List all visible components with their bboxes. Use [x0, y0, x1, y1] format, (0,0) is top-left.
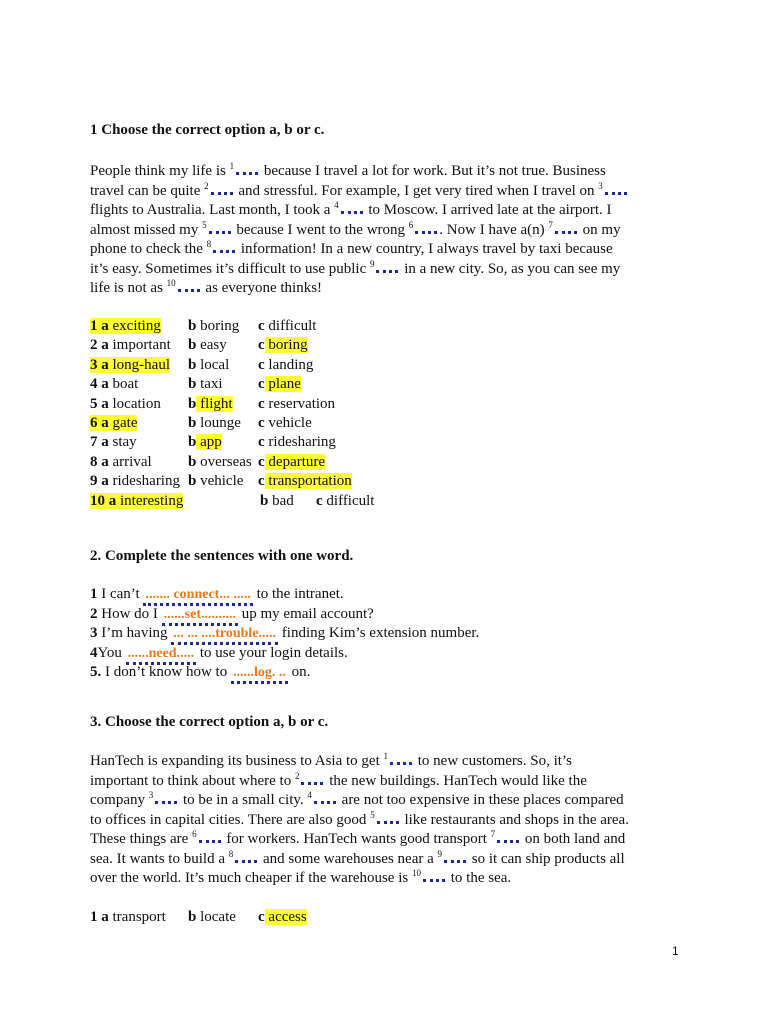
passage-text: it’s easy. Sometimes it’s difficult to use public — [90, 260, 370, 277]
filled-answer[interactable]: ... ... ....trouble..... — [171, 626, 278, 645]
option-c — [258, 375, 301, 394]
sentence-number: 4 — [90, 644, 98, 661]
sentence-text: I don’t know how to — [101, 664, 231, 680]
option-c — [258, 908, 307, 927]
option-b-text: local — [196, 356, 230, 373]
sentence-line — [90, 645, 348, 665]
filled-answer[interactable]: ......set.......... — [162, 607, 238, 626]
answer-blank[interactable] — [377, 811, 399, 824]
answer-blank[interactable] — [444, 850, 466, 863]
sentence-text: to use your login details. — [196, 644, 348, 661]
blank-number: 7 — [490, 829, 496, 839]
passage-text: as everyone thinks! — [201, 280, 323, 296]
blank-number: 8 — [228, 848, 234, 859]
sentence-text: to the intranet. — [252, 586, 344, 602]
passage-text: company — [90, 792, 149, 808]
option-b-letter: b — [188, 395, 197, 412]
option-a-wrap — [90, 337, 171, 353]
option-b-text: bad — [268, 492, 294, 509]
blank-number: 5 — [202, 219, 207, 230]
blank-number: 2 — [204, 180, 209, 191]
option-a — [90, 453, 152, 472]
answer-blank[interactable] — [209, 221, 231, 234]
option-b-text: lounge — [196, 415, 241, 431]
option-b-letter: b — [188, 318, 197, 334]
option-a-text: location — [108, 395, 161, 412]
answer-blank[interactable] — [178, 279, 200, 292]
page-number: 1 — [672, 944, 679, 958]
passage-text: information! In a new country, I always travel by taxi because — [237, 241, 613, 257]
passage-text: important to think about where to — [90, 772, 295, 789]
answer-blank[interactable] — [155, 791, 177, 804]
answer-blank[interactable] — [199, 830, 221, 843]
blank-number: 1 — [229, 161, 235, 171]
sentence-text: up my email account? — [238, 605, 374, 622]
option-b-letter: b — [188, 356, 197, 373]
option-b-letter: b — [188, 473, 197, 490]
option-a-wrap — [90, 909, 166, 925]
answer-blank[interactable] — [314, 791, 336, 804]
filled-answer[interactable]: ....... connect... ..... — [143, 587, 252, 606]
option-a-wrap — [90, 434, 137, 450]
passage-text: and stressful. For example, I get very tired when I travel on — [234, 182, 599, 199]
question-number: 1 a — [90, 318, 109, 334]
question-number: 5 a — [90, 395, 109, 412]
answer-blank[interactable] — [423, 869, 445, 882]
option-b — [188, 336, 227, 355]
option-a-text: transport — [108, 909, 166, 925]
blank-number: 6 — [192, 829, 197, 839]
option-c-letter: c — [258, 337, 265, 354]
sentence-number: 3 — [90, 625, 98, 641]
option-b-letter: b — [188, 337, 197, 354]
option-c — [258, 336, 308, 355]
option-a — [90, 492, 183, 511]
option-a-text: exciting — [108, 318, 161, 334]
option-a — [90, 317, 161, 336]
answer-blank[interactable] — [341, 201, 363, 214]
option-a — [90, 414, 137, 433]
option-c-letter: c — [258, 395, 265, 412]
blank-number: 9 — [437, 848, 442, 859]
option-c — [258, 317, 316, 336]
option-c-text: reservation — [264, 395, 336, 412]
option-a — [90, 433, 137, 452]
sentence-number: 2 — [90, 605, 98, 622]
option-b — [188, 908, 236, 927]
option-b-letter: b — [188, 415, 197, 431]
passage-text: to the sea. — [446, 870, 512, 886]
blank-number: 8 — [206, 239, 212, 249]
option-a-text: important — [108, 337, 171, 354]
option-c-text: difficult — [264, 318, 317, 334]
answer-blank[interactable] — [213, 240, 235, 253]
option-c-letter: c — [258, 473, 265, 490]
option-c-text: ridesharing — [264, 434, 336, 451]
blank-number: 4 — [334, 200, 339, 210]
question-number: 10 a — [90, 492, 117, 509]
option-c — [258, 414, 312, 433]
option-a-wrap — [90, 473, 180, 489]
passage-line — [90, 791, 624, 809]
sentence-number: 1 — [90, 586, 98, 602]
passage-line — [90, 869, 511, 887]
option-c — [258, 395, 335, 414]
option-c-letter: c — [258, 415, 265, 431]
option-c — [258, 453, 325, 472]
sentence-text: You — [97, 644, 126, 661]
option-a — [90, 336, 171, 355]
passage-text: on both land and — [521, 831, 626, 847]
passage-text: because I travel a lot for work. But it’s not true. Business — [260, 163, 606, 179]
passage-text: . Now I have a(n) — [439, 221, 549, 238]
passage-line — [90, 162, 606, 180]
option-c-text: access — [264, 909, 307, 925]
passage-text: life is not as — [90, 280, 167, 296]
sentence-line — [90, 664, 310, 684]
passage-text: These things are — [90, 831, 193, 847]
option-a-wrap — [90, 318, 161, 334]
passage-text: People think my life is — [90, 163, 230, 179]
answer-blank[interactable] — [301, 772, 323, 785]
blank-number: 1 — [383, 751, 388, 761]
section3-heading: 3. Choose the correct option a, b or c. — [90, 714, 329, 730]
option-b — [188, 472, 243, 491]
passage-line — [90, 182, 629, 200]
answer-blank[interactable] — [376, 260, 398, 273]
option-a — [90, 375, 138, 394]
filled-answer[interactable]: ......log. .. — [231, 665, 288, 684]
option-c-text: landing — [264, 356, 314, 373]
filled-answer[interactable]: ......need..... — [126, 646, 197, 665]
passage-text: to offices in capital cities. There are also good — [90, 811, 371, 828]
sentence-text: on. — [287, 664, 311, 680]
option-a-wrap — [90, 396, 161, 412]
question-number: 9 a — [90, 473, 109, 490]
answer-blank[interactable] — [390, 752, 412, 765]
answer-blank[interactable] — [497, 830, 519, 843]
blank-number: 4 — [307, 790, 312, 800]
passage-line — [90, 260, 620, 278]
option-c-text: departure — [264, 453, 326, 470]
passage-line — [90, 811, 629, 829]
sentence-text: finding Kim’s extension number. — [278, 625, 480, 641]
section1-heading: 1 Choose the correct option a, b or c. — [90, 122, 325, 138]
question-number: 1 a — [90, 909, 109, 925]
option-c-text: vehicle — [264, 415, 312, 431]
passage-text: are not too expensive in these places compared — [337, 792, 624, 808]
passage-text: on my — [578, 221, 621, 238]
passage-text: to Moscow. I arrived late at the airport. I — [364, 202, 612, 218]
option-b — [188, 375, 223, 394]
passage-text: flights to Australia. Last month, I took a — [90, 202, 335, 218]
answer-blank[interactable] — [211, 182, 233, 195]
sentence-line — [90, 586, 344, 606]
passage-text: the new buildings. HanTech would like the — [325, 772, 587, 789]
blank-number: 10 — [166, 278, 176, 288]
question-number: 7 a — [90, 434, 109, 451]
option-c-letter: c — [258, 909, 265, 925]
option-b — [188, 414, 241, 433]
option-b — [260, 492, 294, 511]
option-a — [90, 472, 180, 491]
option-b-letter: b — [260, 492, 269, 509]
option-b-text: taxi — [196, 376, 223, 393]
option-b-text: overseas — [196, 453, 252, 470]
answer-blank[interactable] — [235, 850, 257, 863]
passage-text: almost missed my — [90, 221, 203, 238]
option-c-letter: c — [258, 376, 265, 393]
passage-text: to new customers. So, it’s — [414, 753, 572, 769]
sentence-text: I can’t — [97, 586, 144, 602]
option-b — [188, 395, 233, 414]
passage-text: because I went to the wrong — [232, 221, 409, 238]
blank-number: 3 — [148, 790, 154, 800]
option-a-text: gate — [108, 415, 138, 431]
option-c-letter: c — [316, 492, 323, 509]
sentence-line — [90, 625, 479, 645]
option-a-text: stay — [108, 434, 137, 451]
passage-text: over the world. It’s much cheaper if the warehouse is — [90, 870, 412, 886]
option-a-text: ridesharing — [108, 473, 180, 490]
option-a — [90, 908, 166, 927]
option-c-letter: c — [258, 434, 265, 451]
option-c-letter: c — [258, 356, 265, 373]
option-b-text: locate — [196, 909, 236, 925]
sentence-text: How do I — [97, 605, 162, 622]
option-b — [188, 356, 229, 375]
section2-heading: 2. Complete the sentences with one word. — [90, 548, 354, 564]
blank-number: 10 — [411, 868, 421, 878]
passage-line — [90, 240, 613, 258]
question-number: 8 a — [90, 453, 109, 470]
passage-text: sea. It wants to build a — [90, 850, 229, 867]
option-c — [258, 433, 336, 452]
option-b-text: easy — [196, 337, 227, 354]
option-b-text: vehicle — [196, 473, 244, 490]
answer-blank[interactable] — [415, 221, 437, 234]
blank-number: 2 — [294, 770, 300, 781]
option-b — [188, 317, 239, 336]
option-b-letter: b — [188, 909, 197, 925]
passage-line — [90, 752, 572, 770]
option-b — [188, 433, 222, 452]
passage-text: for workers. HanTech wants good transport — [222, 831, 491, 847]
question-number: 2 a — [90, 337, 109, 354]
passage-line — [90, 772, 587, 790]
option-a — [90, 395, 161, 414]
blank-number: 9 — [369, 258, 375, 269]
passage-text: phone to check the — [90, 241, 207, 257]
option-a — [90, 356, 170, 375]
option-c-text: boring — [264, 337, 308, 354]
sentence-number: 5. — [90, 664, 102, 680]
question-number: 4 a — [90, 376, 109, 393]
passage-line — [90, 830, 625, 848]
question-number: 6 a — [90, 415, 109, 431]
blank-number: 3 — [598, 180, 603, 191]
option-a-wrap — [90, 376, 138, 392]
passage-text: HanTech is expanding its business to Asia to get — [90, 753, 384, 769]
option-c — [316, 492, 374, 511]
passage-line — [90, 850, 625, 868]
option-c-text: transportation — [264, 473, 352, 490]
option-a-text: arrival — [108, 453, 152, 470]
option-b-text: boring — [196, 318, 240, 334]
sentence-text: I’m having — [97, 625, 172, 641]
option-a-wrap — [90, 493, 183, 509]
passage-line — [90, 279, 322, 297]
passage-text: travel can be quite — [90, 182, 205, 199]
option-a-text: interesting — [116, 492, 184, 509]
option-b-letter: b — [188, 434, 197, 451]
option-a-wrap — [90, 357, 170, 373]
option-a-text: boat — [108, 376, 139, 393]
option-b-letter: b — [188, 453, 197, 470]
passage-text: like restaurants and shops in the area. — [400, 811, 629, 828]
passage-text: so it can ship products all — [468, 850, 625, 867]
passage-text: to be in a small city. — [179, 792, 308, 808]
answer-blank[interactable] — [236, 162, 258, 175]
answer-blank[interactable] — [605, 182, 627, 195]
passage-line — [90, 201, 612, 219]
option-b-text: flight — [196, 395, 233, 412]
question-number: 3 a — [90, 356, 109, 373]
passage-text: in a new city. So, as you can see my — [400, 260, 621, 277]
option-c-text: difficult — [322, 492, 375, 509]
option-c-text: plane — [264, 376, 301, 393]
answer-blank[interactable] — [555, 221, 577, 234]
option-c-letter: c — [258, 453, 265, 470]
option-a-wrap — [90, 415, 137, 431]
option-b-letter: b — [188, 376, 197, 393]
option-b-text: app — [196, 434, 222, 451]
option-a-text: long-haul — [108, 356, 170, 373]
passage-text: and some warehouses near a — [259, 850, 438, 867]
option-c-letter: c — [258, 318, 265, 334]
option-c — [258, 356, 313, 375]
option-b — [188, 453, 252, 472]
option-c — [258, 472, 352, 491]
option-a-wrap — [90, 454, 152, 470]
passage-line — [90, 221, 621, 239]
blank-number: 6 — [408, 219, 414, 230]
blank-number: 5 — [370, 809, 375, 820]
sentence-line — [90, 606, 374, 626]
blank-number: 7 — [548, 219, 553, 230]
